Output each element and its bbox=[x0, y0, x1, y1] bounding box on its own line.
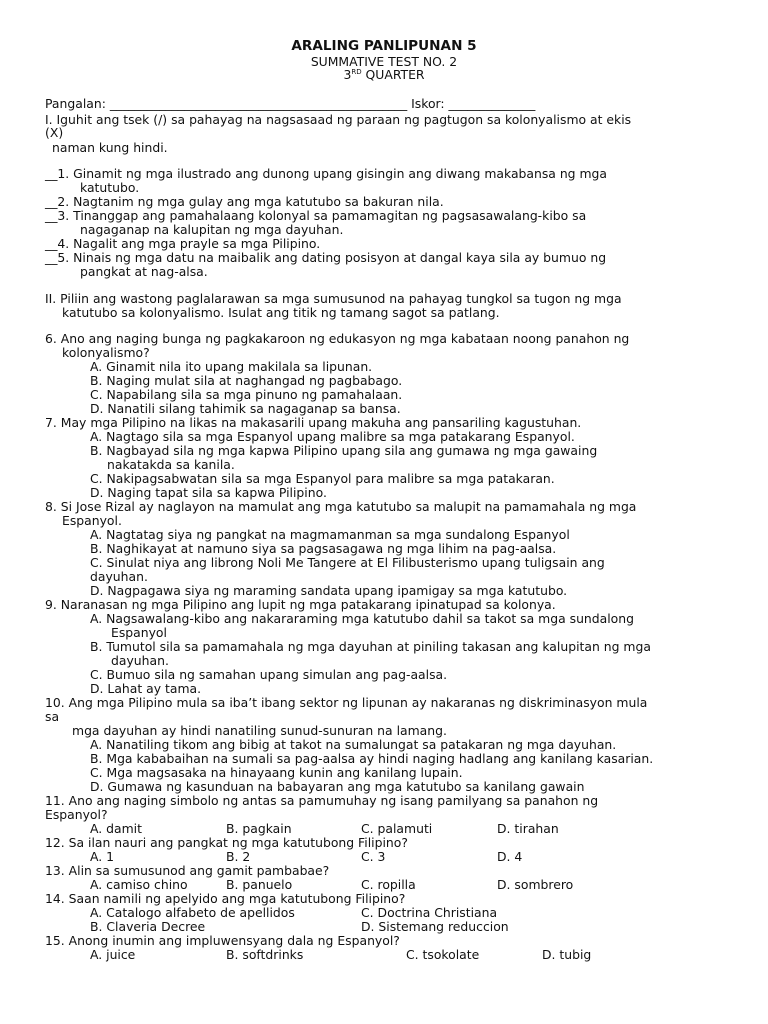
choice: C. Mga magsasaka na hinayaang kunin ang kanilang lupain. bbox=[90, 765, 463, 780]
choice: Espanyol bbox=[111, 625, 167, 640]
choice: B. Naging mulat sila at naghangad ng pagbabago. bbox=[90, 373, 403, 388]
choice: A. Ginamit nila ito upang makilala sa lipunan. bbox=[90, 359, 373, 374]
question: 11. Ano ang naging simbolo ng antas sa pamumuhay ng isang pamilyang sa panahon ng bbox=[45, 793, 599, 808]
question: sa bbox=[45, 709, 60, 724]
question: 7. May mga Pilipino na likas na makasarili upang makuha ang pansariling kagustuhan. bbox=[45, 415, 582, 430]
choice: A. Nanatiling tikom ang bibig at takot na sumalungat sa patakaran ng mga dayuhan. bbox=[90, 737, 617, 752]
choice: A. camiso chino bbox=[90, 877, 188, 892]
choice: C. Bumuo sila ng samahan upang simulan ang pag-aalsa. bbox=[90, 667, 448, 682]
choice: A. Nagsawalang-kibo ang nakararaming mga katutubo dahil sa takot sa mga sundalong bbox=[90, 611, 634, 626]
name-score-line: Pangalan: ________________________________________________ Iskor: ______________ bbox=[45, 96, 536, 111]
quarter-label bbox=[0, 68, 768, 82]
question: 9. Naranasan ng mga Pilipino ang lupit ng mga patakarang ipinatupad sa kolonya. bbox=[45, 597, 556, 612]
choice: B. Claveria Decree bbox=[90, 919, 206, 934]
question: 8. Si Jose Rizal ay naglayon na mamulat ang mga katutubo sa malupit na pamamahala ng mga bbox=[45, 499, 637, 514]
quarter-suffix: RD bbox=[351, 67, 362, 76]
choice: C. Napabilang sila sa mga pinuno ng pamahalaan. bbox=[90, 387, 403, 402]
part1-item: __2. Nagtanim ng mga gulay ang mga katutubo sa bakuran nila. bbox=[45, 194, 444, 209]
choice: D. Naging tapat sila sa kapwa Pilipino. bbox=[90, 485, 327, 500]
choice: D. Nagpagawa siya ng maraming sandata upang ipamigay sa mga katutubo. bbox=[90, 583, 568, 598]
part1-item: __1. Ginamit ng mga ilustrado ang dunong upang gisingin ang diwang makabansa ng mga bbox=[45, 166, 608, 181]
part1-item: pangkat at nag-alsa. bbox=[80, 264, 208, 279]
question: 6. Ano ang naging bunga ng pagkakaroon ng edukasyon ng mga kabataan noong panahon ng bbox=[45, 331, 630, 346]
part1-item: __4. Nagalit ang mga prayle sa mga Pilipino. bbox=[45, 236, 321, 251]
choice: A. 1 bbox=[90, 849, 115, 864]
choice: C. Nakipagsabwatan sila sa mga Espanyol para malibre sa mga patakaran. bbox=[90, 471, 555, 486]
page-title: ARALING PANLIPUNAN 5 bbox=[291, 38, 477, 54]
choice: B. Mga kababaihan na sumali sa pag-aalsa ay hindi naging hadlang ang kanilang kasarian. bbox=[90, 751, 654, 766]
choice: C. Doctrina Christiana bbox=[361, 905, 498, 920]
choice: D. Nanatili silang tahimik sa nagaganap sa bansa. bbox=[90, 401, 401, 416]
choice: A. Nagtatag siya ng pangkat na magmamanman sa mga sundalong Espanyol bbox=[90, 527, 570, 542]
choice: A. Catalogo alfabeto de apellidos bbox=[90, 905, 295, 920]
part1-item: nagaganap na kalupitan ng mga dayuhan. bbox=[80, 222, 344, 237]
choice: A. Nagtago sila sa mga Espanyol upang malibre sa mga patakarang Espanyol. bbox=[90, 429, 575, 444]
choice: D. Sistemang reduccion bbox=[361, 919, 509, 934]
question: 13. Alin sa sumusunod ang gamit pambabae? bbox=[45, 863, 330, 878]
choice: A. damit bbox=[90, 821, 142, 836]
part1-instruction: naman kung hindi. bbox=[52, 140, 168, 155]
choice: C. palamuti bbox=[361, 821, 433, 836]
choice: C. tsokolate bbox=[406, 947, 480, 962]
choice: D. tubig bbox=[542, 947, 592, 962]
choice: B. 2 bbox=[226, 849, 251, 864]
choice: C. Sinulat niya ang librong Noli Me Tangere at El Filibusterismo upang tuligsain ang bbox=[90, 555, 605, 570]
choice: B. panuelo bbox=[226, 877, 293, 892]
question: mga dayuhan ay hindi nanatiling sunud-sunuran na lamang. bbox=[72, 723, 447, 738]
choice: dayuhan. bbox=[90, 569, 148, 584]
choice: A. juice bbox=[90, 947, 136, 962]
quarter-number: 3 bbox=[343, 67, 352, 82]
question: 12. Sa ilan nauri ang pangkat ng mga katutubong Filipino? bbox=[45, 835, 408, 850]
choice: C. 3 bbox=[361, 849, 386, 864]
choice: D. sombrero bbox=[497, 877, 574, 892]
part2-instruction: II. Piliin ang wastong paglalarawan sa mga sumusunod na pahayag tungkol sa tugon ng mga bbox=[45, 291, 622, 306]
part1-instruction: I. Iguhit ang tsek (/) sa pahayag na nagsasaad ng paraan ng pagtugon sa kolonyalismo at ekis bbox=[45, 112, 632, 127]
part1-instruction: (X) bbox=[45, 125, 64, 140]
question: 15. Anong inumin ang impluwensyang dala ng Espanyol? bbox=[45, 933, 400, 948]
quarter-word: QUARTER bbox=[361, 67, 425, 82]
question: kolonyalismo? bbox=[62, 345, 150, 360]
question: 10. Ang mga Pilipino mula sa iba’t ibang sektor ng lipunan ay nakaranas ng diskriminasyon mula bbox=[45, 695, 648, 710]
choice: B. Naghikayat at namuno siya sa pagsasagawa ng mga lihim na pag-aalsa. bbox=[90, 541, 557, 556]
choice: D. tirahan bbox=[497, 821, 559, 836]
choice: D. 4 bbox=[497, 849, 523, 864]
page-subtitle: SUMMATIVE TEST NO. 2 bbox=[310, 54, 458, 69]
part2-instruction: katutubo sa kolonyalismo. Isulat ang titik ng tamang sagot sa patlang. bbox=[62, 305, 500, 320]
choice: C. ropilla bbox=[361, 877, 416, 892]
choice: B. Tumutol sila sa pamamahala ng mga dayuhan at piniling takasan ang kalupitan ng mga bbox=[90, 639, 651, 654]
part1-item: __5. Ninais ng mga datu na maibalik ang dating posisyon at dangal kaya sila ay bumuo ng bbox=[45, 250, 607, 265]
choice: nakatakda sa kanila. bbox=[107, 457, 235, 472]
part1-item: katutubo. bbox=[80, 180, 140, 195]
question: Espanyol? bbox=[45, 807, 108, 822]
choice: D. Gumawa ng kasunduan na babayaran ang mga katutubo sa kanilang gawain bbox=[90, 779, 585, 794]
choice: D. Lahat ay tama. bbox=[90, 681, 202, 696]
question: 14. Saan namili ng apelyido ang mga katutubong Filipino? bbox=[45, 891, 406, 906]
choice: B. Nagbayad sila ng mga kapwa Pilipino upang sila ang gumawa ng mga gawaing bbox=[90, 443, 598, 458]
choice: dayuhan. bbox=[111, 653, 169, 668]
choice: B. softdrinks bbox=[226, 947, 304, 962]
question: Espanyol. bbox=[62, 513, 122, 528]
part1-item: __3. Tinanggap ang pamahalaang kolonyal sa pamamagitan ng pagsasawalang-kibo sa bbox=[45, 208, 587, 223]
choice: B. pagkain bbox=[226, 821, 292, 836]
